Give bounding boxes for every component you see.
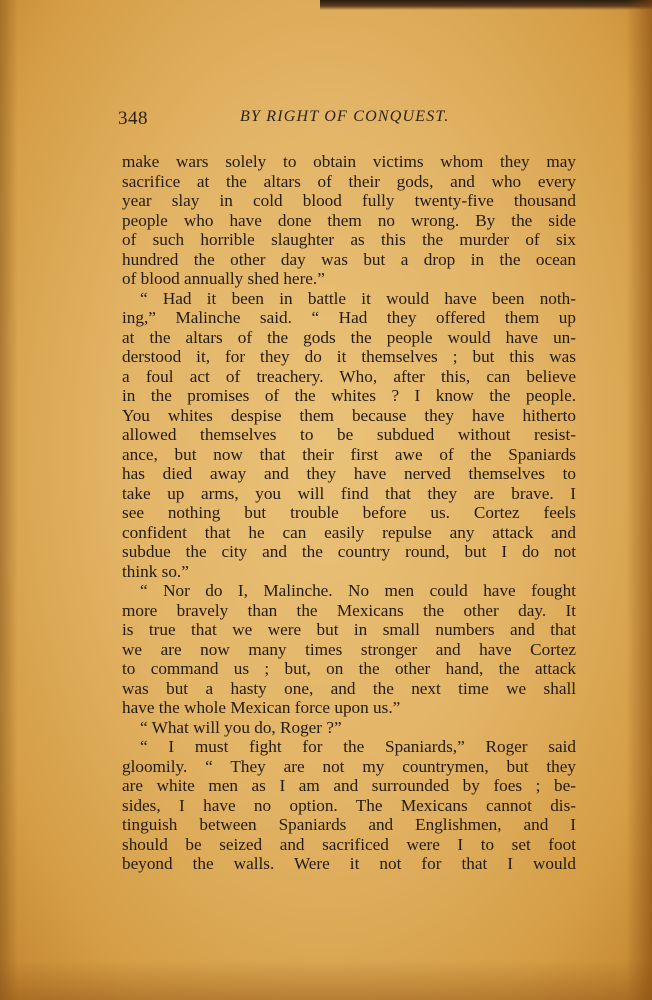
scan-top-shadow	[320, 0, 652, 10]
text-line: in the promises of the whites ? I know the people.	[122, 386, 576, 405]
text-line: at the altars of the gods the people would have un-	[122, 327, 576, 347]
text-line: derstood it, for they do it themselves ; but this was	[122, 347, 576, 366]
page-right-edge-shading	[626, 0, 652, 1000]
text-line: is true that we were but in small numbers and that	[122, 620, 576, 639]
text-line: we are now many times stronger and have Cortez	[122, 639, 576, 659]
text-line: confident that he can easily repulse any attack and	[122, 522, 576, 542]
text-line: are white men as I am and surrounded by foes ; be-	[122, 776, 576, 795]
text-line: beyond the walls. Were it not for that I would	[122, 854, 576, 873]
text-line: “ I must fight for the Spaniards,” Roger said	[140, 737, 576, 756]
text-line: make wars solely to obtain victims whom they may	[122, 152, 576, 171]
text-line: ing,” Malinche said. “ Had they offered them up	[122, 308, 576, 327]
text-line: ance, but now that their first awe of the Spaniards	[122, 444, 576, 464]
text-line: has died away and they have nerved themselves to	[122, 464, 576, 483]
text-line: think so.”	[122, 561, 189, 581]
text-line: You whites despise them because they have hitherto	[122, 405, 576, 425]
page-number: 348	[118, 108, 148, 129]
text-line: should be seized and sacrificed were I to set foot	[122, 834, 576, 854]
text-line: to command us ; but, on the other hand, the attack	[122, 659, 576, 678]
text-line: allowed themselves to be subdued without resist-	[122, 425, 576, 444]
text-line: see nothing but trouble before us. Cortez feels	[122, 503, 576, 522]
text-line: of such horrible slaughter as this the murder of six	[122, 230, 576, 249]
text-line: gloomily. “ They are not my countrymen, but they	[122, 756, 576, 776]
text-line: tinguish between Spaniards and Englishmen, and I	[122, 815, 576, 834]
text-line: “ What will you do, Roger ?”	[140, 717, 342, 737]
text-line: a foul act of treachery. Who, after this, can believe	[122, 366, 576, 386]
page-left-edge-shading	[0, 0, 18, 1000]
text-line: hundred the other day was but a drop in the ocean	[122, 249, 576, 269]
text-line: people who have done them no wrong. By the side	[122, 210, 576, 230]
text-line: was but a hasty one, and the next time we shall	[122, 678, 576, 698]
text-line: of blood annually shed here.”	[122, 269, 325, 288]
text-line: have the whole Mexican force upon us.”	[122, 698, 401, 717]
text-line: “ Had it been in battle it would have been noth-	[140, 288, 576, 308]
page-header	[118, 108, 580, 134]
body-text	[122, 152, 576, 874]
text-line: subdue the city and the country round, but I do not	[122, 542, 576, 561]
text-line: sacrifice at the altars of their gods, and who every	[122, 171, 576, 191]
running-head: BY RIGHT OF CONQUEST.	[240, 108, 450, 125]
text-line: year slay in cold blood fully twenty-five thousand	[122, 191, 576, 210]
text-line: sides, I have no option. The Mexicans cannot dis-	[122, 795, 576, 815]
text-line: take up arms, you will find that they are brave. I	[122, 483, 576, 503]
text-line: more bravely than the Mexicans the other day. It	[122, 600, 576, 620]
text-line: “ Nor do I, Malinche. No men could have fought	[140, 581, 576, 600]
page-bottom-edge-shading	[0, 960, 652, 1000]
